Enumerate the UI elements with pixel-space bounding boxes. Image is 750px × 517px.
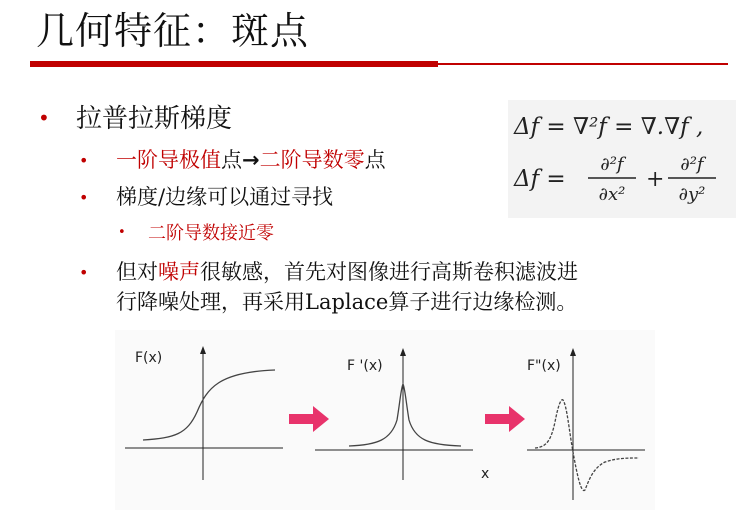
- fraction-1-denominator: ∂x²: [598, 184, 626, 205]
- page-title: 几何特征：斑点: [36, 9, 310, 53]
- arrow-glyph: →: [242, 148, 260, 172]
- bullet-noise-sensitivity: [116, 256, 578, 286]
- plot-3-label: F"(x): [527, 358, 561, 374]
- text-segment: 二阶导数接近: [148, 223, 256, 244]
- bullet-marker: •: [118, 225, 126, 240]
- text-segment: 但对: [116, 260, 158, 284]
- text-segment: 点: [364, 148, 386, 172]
- formula-row-1: Δf = ∇²f = ∇.∇f ,: [514, 114, 704, 140]
- text-segment: 一阶导: [116, 148, 179, 172]
- plot-1-label: F(x): [135, 350, 163, 366]
- plot-2-label: F '(x): [347, 358, 383, 374]
- formula-lhs: Δf =: [514, 166, 566, 192]
- text-segment: 零: [343, 148, 365, 172]
- text-segment: 很敏感，首先对图像进行高斯卷积滤波进: [200, 260, 578, 284]
- derivative-illustration: [115, 330, 655, 510]
- bullet-marker: •: [79, 188, 89, 207]
- bullet-first-derivative: [116, 144, 386, 174]
- title-underline-thick: [30, 61, 438, 67]
- text-segment: 零: [256, 223, 274, 244]
- bullet-marker: •: [38, 106, 50, 130]
- x-axis-label: x: [481, 466, 490, 482]
- bullet-marker: •: [79, 263, 89, 282]
- text-segment: 点: [221, 148, 242, 172]
- fraction-2-denominator: ∂y²: [678, 184, 706, 205]
- fraction-1-numerator: ∂²f: [600, 154, 624, 175]
- text-segment: 二阶导数: [259, 148, 344, 172]
- bullet-laplacian-gradient: 拉普拉斯梯度: [76, 104, 233, 134]
- bullet-second-derivative-zero: [148, 219, 274, 245]
- text-segment: 噪声: [158, 260, 200, 284]
- laplacian-formula: [508, 100, 736, 218]
- title-underline-thin: [438, 63, 728, 65]
- bullet-gradient-edge: 梯度/边缘可以通过寻找: [116, 185, 334, 209]
- plus-sign: +: [646, 167, 665, 192]
- fraction-2-numerator: ∂²f: [680, 154, 704, 175]
- text-segment: 极值: [179, 148, 221, 172]
- bullet-marker: •: [79, 151, 89, 170]
- bullet-noise-sensitivity-line2: 行降噪处理，再采用Laplace算子进行边缘检测。: [116, 290, 578, 314]
